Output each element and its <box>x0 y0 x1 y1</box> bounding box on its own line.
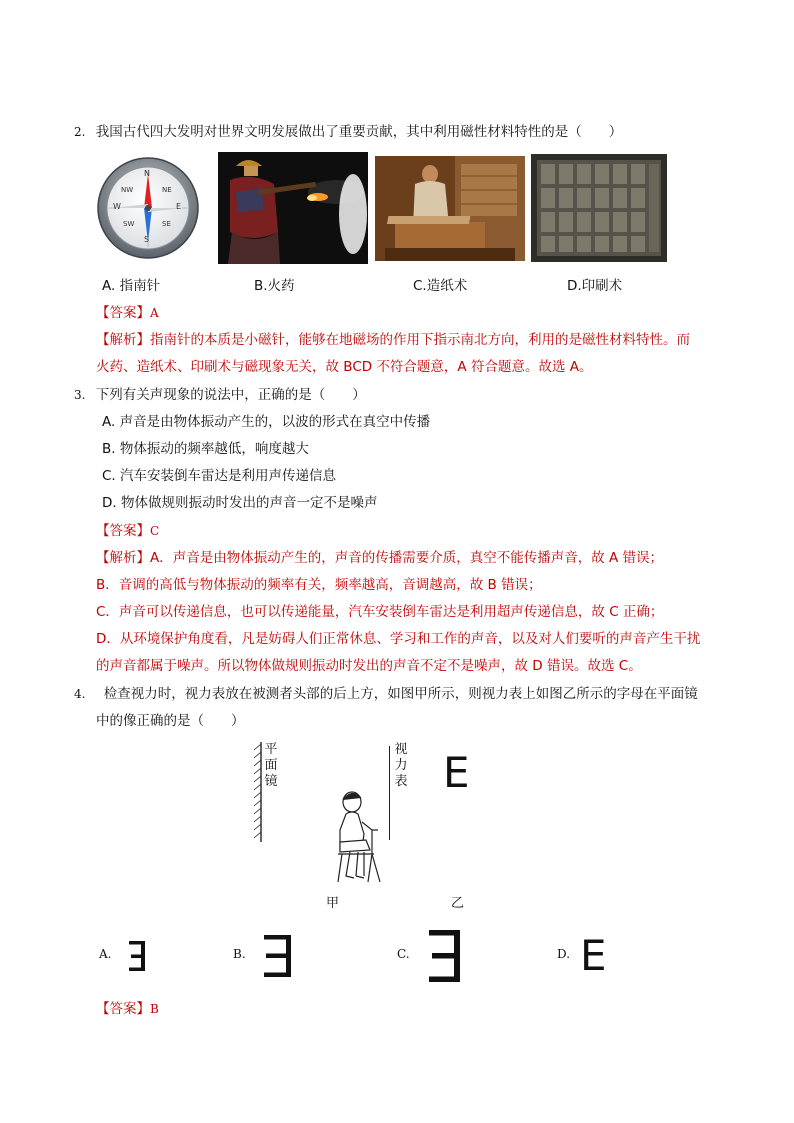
compass-w: W <box>113 202 121 211</box>
seated-person <box>326 786 384 886</box>
q2-stem-line <box>74 122 622 142</box>
compass-image <box>96 156 201 261</box>
q3-answer-line <box>96 521 159 541</box>
q4-number: 4. <box>74 687 86 701</box>
q2-option-d: D.印刷术 <box>567 278 623 294</box>
compass-e: E <box>176 202 182 211</box>
q2-analysis-text-2: 火药、造纸术、印刷术与磁现象无关，故 BCD 不符合题意，A 符合题意。故选 A。 <box>96 359 593 375</box>
q3-analysis-text-2: B．音调的高低与物体振动的频率有关，频率越高，音调越高，故 B 错误； <box>96 577 542 593</box>
q4-option-b-mirrored-e <box>262 934 292 978</box>
q4-answer-value: B <box>150 1002 159 1016</box>
printing-image <box>531 154 667 262</box>
eye-chart-label-3: 表 <box>394 774 408 789</box>
eye-chart-pole <box>389 746 390 840</box>
compass-n: N <box>144 169 150 178</box>
q2-analysis-head: 【解析】 <box>96 332 150 348</box>
q4-answer-head: 【答案】 <box>96 1001 150 1017</box>
q4-stem-1: 检查视力时，视力表放在被测者头部的后上方，如图甲所示，则视力表上如图乙所示的字母在平面镜 <box>103 686 698 702</box>
q4-option-d-letter: E <box>580 931 607 980</box>
fig-jia-label: 甲 <box>326 896 340 911</box>
q2-answer-head: 【答案】 <box>96 305 150 321</box>
q4-option-d-label: D. <box>557 947 571 961</box>
mirror-label <box>264 742 278 790</box>
q3-number: 3. <box>74 388 86 402</box>
q2-stem: 我国古代四大发明对世界文明发展做出了重要贡献，其中利用磁性材料特性的是（ ） <box>95 124 623 140</box>
q3-analysis-line-1 <box>96 548 663 568</box>
q4-option-c-mirrored-e <box>427 929 461 983</box>
eye-chart-label-1: 视 <box>394 742 408 757</box>
q3-stem-line <box>74 385 366 405</box>
papermaking-image <box>375 156 525 261</box>
q3-option-a: A. 声音是由物体振动产生的，以波的形式在真空中传播 <box>102 414 431 430</box>
q3-analysis-text-4: D．从环境保护角度看，凡是妨碍人们正常休息、学习和工作的声音，以及对人们要听的声音产生干扰 <box>96 631 701 647</box>
q3-analysis-head: 【解析】 <box>96 550 150 566</box>
gunpowder-image <box>218 152 368 264</box>
compass-nw: NW <box>121 186 134 194</box>
q3-stem: 下列有关声现象的说法中，正确的是（ ） <box>95 387 366 403</box>
q3-option-d: D. 物体做规则振动时发出的声音一定不是噪声 <box>102 495 378 511</box>
q2-option-b: B.火药 <box>254 278 295 294</box>
plane-mirror <box>250 740 264 844</box>
mirror-label-1: 平 <box>264 742 278 757</box>
fig-yi-label: 乙 <box>451 896 465 911</box>
q3-analysis-text-1: A．声音是由物体振动产生的，声音的传播需要介质，真空不能传播声音，故 A 错误； <box>150 550 664 566</box>
q3-option-c: C. 汽车安装倒车雷达是利用声传递信息 <box>102 468 337 484</box>
q3-analysis-text-5: 的声音都属于噪声。所以物体做规则振动时发出的声音不定不是噪声，故 D 错误。故选 C。 <box>96 658 642 674</box>
q2-answer-value: A <box>150 306 159 320</box>
figure-yi-letter: E <box>443 748 470 797</box>
q3-analysis-text-3: C．声音可以传递信息，也可以传递能量，汽车安装倒车雷达是利用超声传递信息，故 C 正确； <box>96 604 664 620</box>
q4-option-a-label: A. <box>99 947 112 961</box>
q2-option-c: C.造纸术 <box>413 278 468 294</box>
q2-answer-line <box>96 303 159 323</box>
q2-option-a: A. 指南针 <box>102 278 161 294</box>
compass-sw: SW <box>123 220 135 228</box>
figure-jia <box>250 740 400 910</box>
mirror-label-2: 面 <box>264 758 278 773</box>
q4-option-c-label: C. <box>397 947 410 961</box>
q4-option-b-label: B. <box>233 947 246 961</box>
compass-ne: NE <box>162 186 172 194</box>
compass-s: S <box>144 235 150 244</box>
q4-stem-2: 中的像正确的是（ ） <box>96 713 245 729</box>
eye-chart-label <box>394 742 408 790</box>
q2-number: 2. <box>74 125 86 139</box>
q4-answer-line <box>96 999 159 1019</box>
q3-answer-head: 【答案】 <box>96 523 150 539</box>
q4-stem-line-1 <box>74 684 698 704</box>
q3-option-b: B. 物体振动的频率越低，响度越大 <box>102 441 309 457</box>
q4-option-a-mirrored-e <box>127 940 147 972</box>
q3-answer-value: C <box>150 524 160 538</box>
q2-analysis-line-1 <box>96 330 690 350</box>
q2-analysis-text-1: 指南针的本质是小磁针，能够在地磁场的作用下指示南北方向，利用的是磁性材料特性。而 <box>150 332 690 348</box>
compass-se: SE <box>162 220 171 228</box>
eye-chart-label-2: 力 <box>394 758 408 773</box>
mirror-label-3: 镜 <box>264 774 278 789</box>
